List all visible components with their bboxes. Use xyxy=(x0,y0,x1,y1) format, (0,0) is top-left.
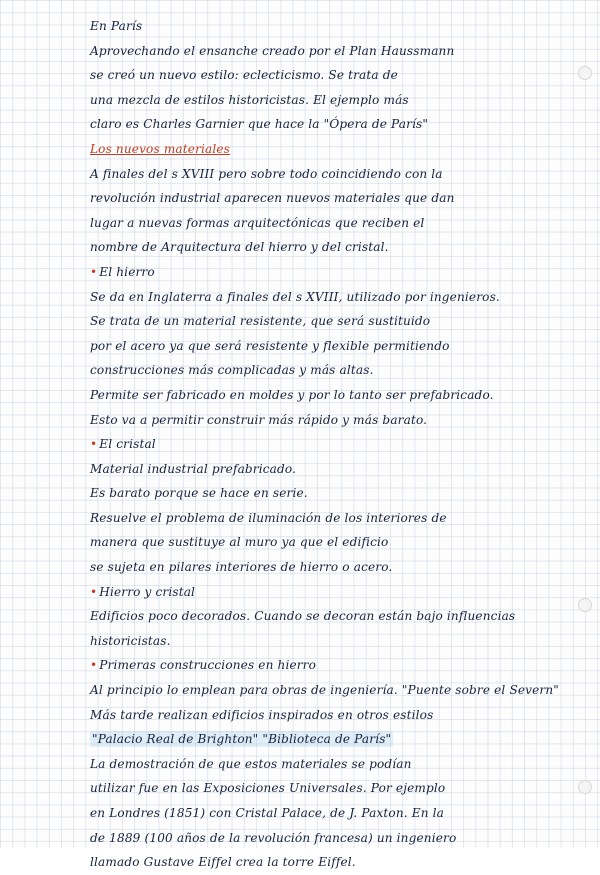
note-line: utilizar fue en las Exposiciones Universales. Por ejemplo xyxy=(90,781,446,796)
bullet-dot-icon: • xyxy=(90,584,98,599)
bullet-dot-icon: • xyxy=(90,437,98,452)
note-line: claro es Charles Garnier que hace la "Ópera de París" xyxy=(90,117,429,132)
bullet-heading-label: Hierro y cristal xyxy=(99,584,196,599)
note-line: nombre de Arquitectura del hierro y del cristal. xyxy=(90,240,389,255)
bullet-heading xyxy=(90,432,590,457)
note-line: construcciones más complicadas y más altas. xyxy=(90,363,374,378)
note-line: En París xyxy=(90,19,143,33)
bullet-dot-icon: • xyxy=(90,264,98,279)
note-line: llamado Gustave Eiffel crea la torre Eiffel. xyxy=(90,855,356,870)
note-line: Aprovechando el ensanche creado por el Plan Haussmann xyxy=(90,43,455,58)
bullet-dot-icon: • xyxy=(90,658,98,673)
note-line: Edificios poco decorados. Cuando se decoran están bajo influencias xyxy=(90,609,516,624)
note-line: La demostración de que estos materiales se podían xyxy=(90,756,412,771)
note-line: una mezcla de estilos historicistas. El ejemplo más xyxy=(90,92,409,107)
bullet-heading-label: El cristal xyxy=(99,437,156,452)
note-line: Esto va a permitir construir más rápido y más barato. xyxy=(90,412,428,427)
note-line: manera que sustituye al muro ya que el edificio xyxy=(90,535,389,550)
note-line xyxy=(90,727,590,752)
note-line: Material industrial prefabricado. xyxy=(90,461,297,476)
note-line: de 1889 (100 años de la revolución francesa) un ingeniero xyxy=(90,830,457,845)
note-line: Al principio lo emplean para obras de ingeniería. "Puente sobre el Severn" xyxy=(90,683,559,698)
bullet-heading-label: Primeras construcciones en hierro xyxy=(99,658,317,673)
note-line: Permite ser fabricado en moldes y por lo tanto ser prefabricado. xyxy=(90,387,494,402)
handwritten-notes xyxy=(90,14,590,875)
bullet-heading-label: El hierro xyxy=(99,264,155,279)
bullet-heading xyxy=(90,260,590,285)
note-line: Resuelve el problema de iluminación de los interiores de xyxy=(90,510,447,525)
bullet-heading xyxy=(90,580,590,605)
note-line: por el acero ya que será resistente y flexible permitiendo xyxy=(90,338,450,353)
note-line: en Londres (1851) con Cristal Palace, de J. Paxton. En la xyxy=(90,806,444,820)
note-line: Es barato porque se hace en serie. xyxy=(90,486,308,501)
note-line: se sujeta en pilares interiores de hierro o acero. xyxy=(90,560,393,575)
note-line: lugar a nuevas formas arquitectónicas que reciben el xyxy=(90,215,425,230)
note-line: historicistas. xyxy=(90,633,171,648)
note-line: revolución industrial aparecen nuevos materiales que dan xyxy=(90,191,455,206)
highlighted-text: "Palacio Real de Brighton" "Biblioteca de París" xyxy=(92,732,392,747)
section-heading: Los nuevos materiales xyxy=(90,141,231,156)
note-line: Se da en Inglaterra a finales del s XVIII, utilizado por ingenieros. xyxy=(90,289,500,304)
note-line: se creó un nuevo estilo: eclecticismo. Se trata de xyxy=(90,68,398,83)
note-line: A finales del s XVIII pero sobre todo coincidiendo con la xyxy=(90,166,443,181)
note-line: Se trata de un material resistente, que será sustituido xyxy=(90,314,431,329)
bullet-heading xyxy=(90,653,590,678)
note-line: Más tarde realizan edificios inspirados en otros estilos xyxy=(90,707,434,722)
